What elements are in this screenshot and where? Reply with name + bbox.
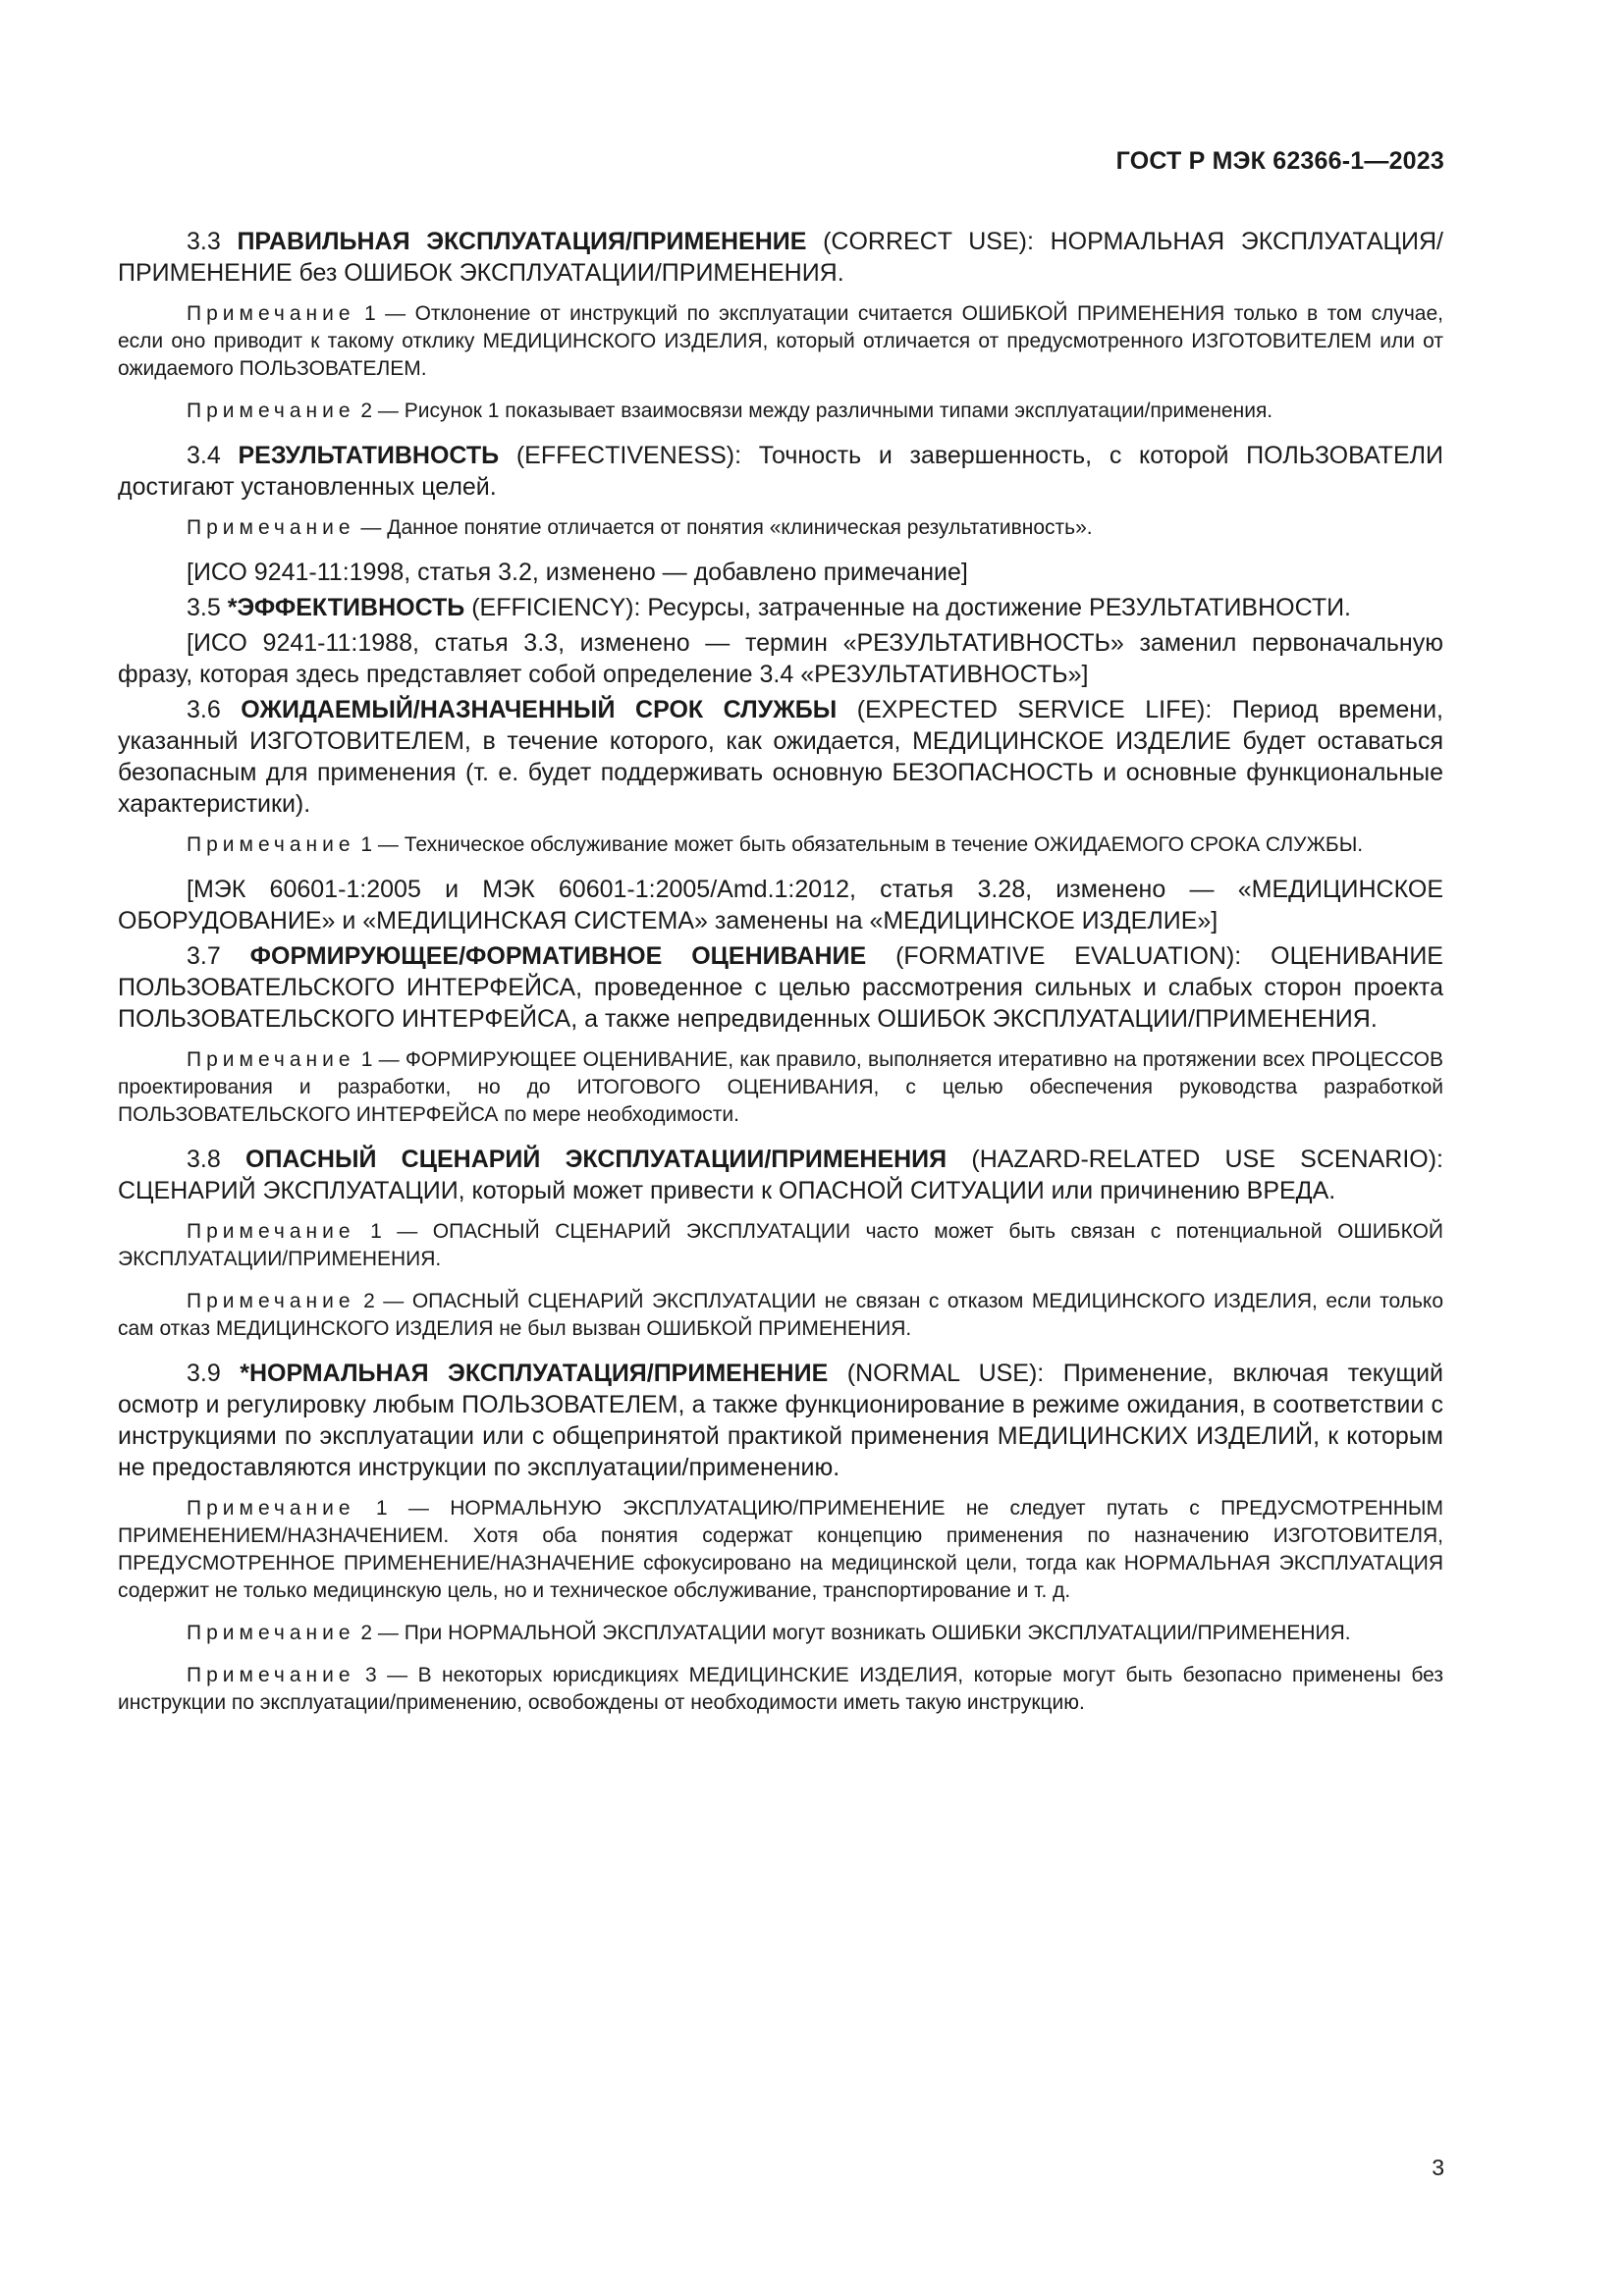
- clause-number: 3.4: [187, 442, 239, 469]
- note-text: 2 — При НОРМАЛЬНОЙ ЭКСПЛУАТАЦИИ могут возникать ОШИБКИ ЭКСПЛУАТАЦИИ/ПРИМЕНЕНИЯ.: [354, 1622, 1351, 1644]
- note-3-3-2: [118, 398, 1443, 425]
- note-3-9-1: [118, 1495, 1443, 1605]
- term-name: ОПАСНЫЙ СЦЕНАРИЙ ЭКСПЛУАТАЦИИ/ПРИМЕНЕНИЯ: [245, 1146, 947, 1173]
- source-3-4: [ИСО 9241-11:1998, статья 3.2, изменено — добавлено примечание]: [187, 559, 968, 586]
- note-label: Примечание: [187, 302, 355, 325]
- note-3-8-1: [118, 1218, 1443, 1273]
- definition-3-9: [118, 1358, 1443, 1483]
- clause-number: 3.6: [187, 696, 242, 723]
- term-name: *НОРМАЛЬНАЯ ЭКСПЛУАТАЦИЯ/ПРИМЕНЕНИЕ: [240, 1360, 829, 1387]
- source-3-6: [МЭК 60601-1:2005 и МЭК 60601-1:2005/Amd.1:2012, статья 3.28, изменено — «МЕДИЦИНСКОЕ ОБОРУДОВАНИЕ» и «МЕДИЦИНСКАЯ СИСТЕМА» заменены на «МЕДИЦИНСКОЕ ИЗДЕЛИЕ»]: [118, 876, 1443, 934]
- term-name: ОЖИДАЕМЫЙ/НАЗНАЧЕННЫЙ СРОК СЛУЖБЫ: [241, 696, 838, 723]
- note-3-8-2: [118, 1288, 1443, 1343]
- note-text: — Данное понятие отличается от понятия «клиническая результативность».: [354, 516, 1093, 539]
- definition-3-5: [118, 592, 1443, 623]
- clause-number: 3.9: [187, 1360, 241, 1387]
- definition-3-4: [118, 440, 1443, 503]
- note-label: Примечание: [187, 833, 355, 856]
- note-3-9-2: [118, 1620, 1443, 1647]
- note-text: 2 — ОПАСНЫЙ СЦЕНАРИЙ ЭКСПЛУАТАЦИИ не связан с отказом МЕДИЦИНСКОГО ИЗДЕЛИЯ, если только сам отказ МЕДИЦИНСКОГО ИЗДЕЛИЯ не был вызван ОШИБКОЙ ПРИМЕНЕНИЯ.: [118, 1290, 1443, 1340]
- note-3-7-1: [118, 1046, 1443, 1129]
- standard-header: ГОСТ Р МЭК 62366-1—2023: [1115, 147, 1444, 175]
- note-label: Примечание: [187, 1664, 355, 1686]
- term-definition: (CORRECT USE): НОРМАЛЬНАЯ ЭКСПЛУАТАЦИЯ/ПРИМЕНЕНИЕ без ОШИБОК ЭКСПЛУАТАЦИИ/ПРИМЕНЕНИЯ.: [118, 228, 1443, 287]
- clause-number: 3.5: [187, 594, 228, 621]
- definition-3-3: [118, 226, 1443, 289]
- note-label: Примечание: [187, 1290, 355, 1312]
- definition-3-8: [118, 1144, 1443, 1206]
- note-text: 1 — НОРМАЛЬНУЮ ЭКСПЛУАТАЦИЮ/ПРИМЕНЕНИЕ не следует путать с ПРЕДУСМОТРЕННЫМ ПРИМЕНЕНИЕМ/НАЗНАЧЕНИЕМ. Хотя оба понятия содержат концепцию применения по назначению ИЗГОТОВИТЕЛЯ, ПРЕДУСМОТРЕННОЕ ПРИМЕНЕНИЕ/НАЗНАЧЕНИЕ сфокусировано на медицинской цели, тогда как НОРМАЛЬНАЯ ЭКСПЛУАТАЦИЯ содержит не только медицинскую цель, но и техническое обслуживание, транспортирование и т. д.: [118, 1497, 1443, 1602]
- term-name: *ЭФФЕКТИВНОСТЬ: [227, 594, 465, 621]
- note-3-3-1: [118, 300, 1443, 383]
- clause-number: 3.3: [187, 228, 238, 255]
- term-name: РЕЗУЛЬТАТИВНОСТЬ: [238, 442, 500, 469]
- note-text: 3 — В некоторых юрисдикциях МЕДИЦИНСКИЕ ИЗДЕЛИЯ, которые могут быть безопасно применены без инструкции по эксплуатации/применению, освобождены от необходимости иметь такую инструкцию.: [118, 1664, 1443, 1714]
- clause-number: 3.7: [187, 942, 250, 970]
- term-definition: (EFFECTIVENESS): Точность и завершенность, с которой ПОЛЬЗОВАТЕЛИ достигают установленных целей.: [118, 442, 1443, 501]
- note-text: 2 — Рисунок 1 показывает взаимосвязи между различными типами эксплуатации/применения.: [354, 400, 1273, 422]
- note-label: Примечание: [187, 400, 355, 422]
- note-text: 1 — ОПАСНЫЙ СЦЕНАРИЙ ЭКСПЛУАТАЦИИ часто может быть связан с потенциальной ОШИБКОЙ ЭКСПЛУАТАЦИИ/ПРИМЕНЕНИЯ.: [118, 1220, 1443, 1270]
- note-text: 1 — ФОРМИРУЮЩЕЕ ОЦЕНИВАНИЕ, как правило, выполняется итеративно на протяжении всех ПРОЦЕССОВ проектирования и разработки, но до ИТОГОВОГО ОЦЕНИВАНИЯ, с целью обеспечения руководства разработкой ПОЛЬЗОВАТЕЛЬСКОГО ИНТЕРФЕЙСА по мере необходимости.: [118, 1048, 1443, 1126]
- clause-number: 3.8: [187, 1146, 246, 1173]
- term-definition: (EXPECTED SERVICE LIFE): Период времени, указанный ИЗГОТОВИТЕЛЕМ, в течение которого, как ожидается, МЕДИЦИНСКОЕ ИЗДЕЛИЕ будет оставаться безопасным для применения (т. е. будет поддерживать основную БЕЗОПАСНОСТЬ и основные функциональные характеристики).: [118, 696, 1443, 818]
- note-label: Примечание: [187, 1220, 355, 1243]
- term-name: ПРАВИЛЬНАЯ ЭКСПЛУАТАЦИЯ/ПРИМЕНЕНИЕ: [237, 228, 807, 255]
- document-body: [118, 226, 1443, 1732]
- definition-3-7: [118, 940, 1443, 1035]
- term-definition: (HAZARD-RELATED USE SCENARIO): СЦЕНАРИЙ ЭКСПЛУАТАЦИИ, который может привести к ОПАСНОЙ СИТУАЦИИ или причинению ВРЕДА.: [118, 1146, 1444, 1204]
- page-number: 3: [1432, 2155, 1444, 2180]
- note-text: 1 — Техническое обслуживание может быть обязательным в течение ОЖИДАЕМОГО СРОКА СЛУЖБЫ.: [354, 833, 1364, 856]
- note-3-6-1: [118, 831, 1443, 859]
- definition-3-6: [118, 694, 1443, 820]
- source-3-5: [ИСО 9241-11:1988, статья 3.3, изменено — термин «РЕЗУЛЬТАТИВНОСТЬ» заменил первоначальную фразу, которая здесь представляет собой определение 3.4 «РЕЗУЛЬТАТИВНОСТЬ»]: [118, 629, 1443, 688]
- term-definition: (EFFICIENCY): Ресурсы, затраченные на достижение РЕЗУЛЬТАТИВНОСТИ.: [464, 594, 1351, 621]
- note-label: Примечание: [187, 1622, 355, 1644]
- note-label: Примечание: [187, 1497, 355, 1520]
- note-3-9-3: [118, 1662, 1443, 1717]
- term-definition: (NORMAL USE): Применение, включая текущий осмотр и регулировку любым ПОЛЬЗОВАТЕЛЕМ, а также функционирование в режиме ожидания, в соответствии с инструкциями по эксплуатации или с общепринятой практикой применения МЕДИЦИНСКИХ ИЗДЕЛИЙ, к которым не предоставляются инструкции по эксплуатации/применению.: [118, 1360, 1443, 1481]
- note-3-4: [118, 514, 1443, 542]
- note-label: Примечание: [187, 516, 355, 539]
- note-text: 1 — Отклонение от инструкций по эксплуатации считается ОШИБКОЙ ПРИМЕНЕНИЯ только в том случае, если оно приводит к такому отклику МЕДИЦИНСКОГО ИЗДЕЛИЯ, который отличается от предусмотренного ИЗГОТОВИТЕЛЕМ или от ожидаемого ПОЛЬЗОВАТЕЛЕМ.: [118, 302, 1443, 380]
- term-definition: (FORMATIVE EVALUATION): ОЦЕНИВАНИЕ ПОЛЬЗОВАТЕЛЬСКОГО ИНТЕРФЕЙСА, проведенное с целью рассмотрения сильных и слабых сторон проекта ПОЛЬЗОВАТЕЛЬСКОГО ИНТЕРФЕЙСА, а также непредвиденных ОШИБОК ЭКСПЛУАТАЦИИ/ПРИМЕНЕНИЯ.: [118, 942, 1443, 1033]
- term-name: ФОРМИРУЮЩЕЕ/ФОРМАТИВНОЕ ОЦЕНИВАНИЕ: [249, 942, 867, 970]
- note-label: Примечание: [187, 1048, 355, 1071]
